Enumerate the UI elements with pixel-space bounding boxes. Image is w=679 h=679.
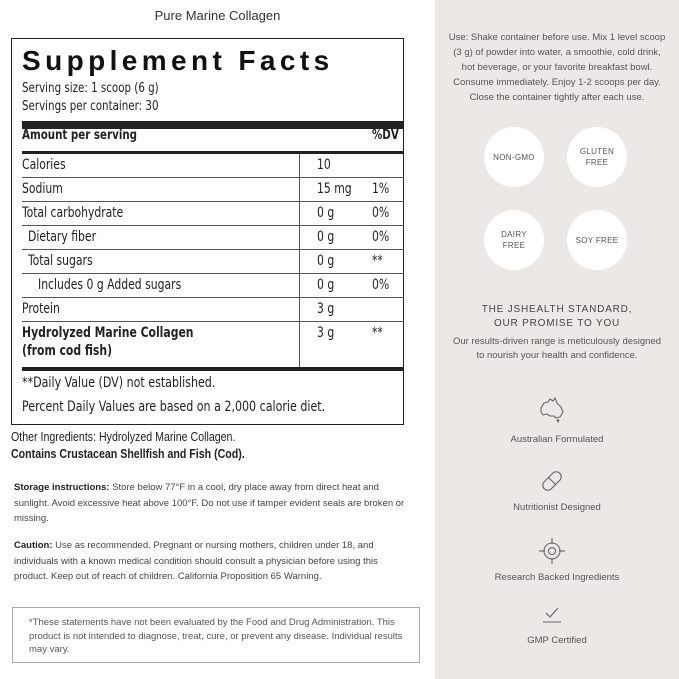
use-instructions: Use: Shake container before use. Mix 1 level scoop (3 g) of powder into water, a smoothie, cold drink, hot beverage, or your favorite breakfast bowl. Consume immediately. Enjoy 1-2 scoops per day. Close the container tightly after each use. xyxy=(448,32,666,103)
nutrient-amount: 15 mg xyxy=(317,181,352,197)
nutrient-amount: 0 g xyxy=(317,205,335,221)
checkmark-certified-icon xyxy=(537,600,567,630)
australia-map-icon xyxy=(537,394,567,424)
feature-label: Australian Formulated xyxy=(510,434,604,445)
nutrient-dv: 0% xyxy=(372,205,390,221)
serving-size: Serving size: 1 scoop (6 g) xyxy=(22,81,159,96)
nutrient-name-source: (from cod fish) xyxy=(22,343,113,359)
capsule-pill-icon xyxy=(537,466,567,496)
dv-header: %DV xyxy=(372,128,399,143)
nutrient-dv: 0% xyxy=(372,277,390,293)
non-gmo-badge: NON-GMO xyxy=(484,127,544,187)
storage-instructions xyxy=(14,480,414,527)
nutrient-dv: 1% xyxy=(372,181,390,197)
nutrient-row xyxy=(22,250,404,274)
other-ingredients: Other Ingredients: Hydrolyzed Marine Collagen. xyxy=(11,430,236,444)
target-crosshair-icon xyxy=(537,536,567,566)
nutrient-amount: 10 xyxy=(317,157,331,173)
caution-text: Use as recommended. Pregnant or nursing mothers, children under 18, and individuals with a known medical condition should consult a physician before using this product. Keep out of reach of children. California Proposition 65 Warning. xyxy=(14,540,378,582)
feature-label: GMP Certified xyxy=(527,635,587,646)
gluten-free-badge: GLUTEN FREE xyxy=(567,127,627,187)
soy-free-badge: SOY FREE xyxy=(567,210,627,270)
feature-label: Research Backed Ingredients xyxy=(494,572,620,583)
nutrient-name: Dietary fiber xyxy=(28,229,97,245)
fda-disclaimer: *These statements have not been evaluated by the Food and Drug Administration. This product is not intended to diagnose, treat, cure, or prevent any disease. Individual results may vary. xyxy=(12,607,420,663)
servings-per-container: Servings per container: 30 xyxy=(22,99,159,114)
nutrient-name: Sodium xyxy=(22,181,63,197)
nutrient-name: Total carbohydrate xyxy=(22,205,124,221)
nutrient-row xyxy=(22,226,404,250)
standard-description: Our results-driven range is meticulously designed to nourish your health and confidence. xyxy=(452,336,662,361)
nutrient-row xyxy=(22,274,404,298)
nutrient-amount: 0 g xyxy=(317,253,335,269)
standard-title-line2: OUR PROMISE TO YOU xyxy=(493,318,621,329)
amount-per-serving-header: Amount per serving xyxy=(22,128,138,143)
facts-heading: Supplement Facts xyxy=(22,45,334,76)
calorie-footnote: Percent Daily Values are based on a 2,000 calorie diet. xyxy=(22,399,326,415)
product-title: Pure Marine Collagen xyxy=(154,8,281,23)
caution-label: Caution: xyxy=(14,540,53,551)
nutrient-row xyxy=(22,154,404,178)
nutrient-name: Total sugars xyxy=(28,253,93,269)
dv-footnote: **Daily Value (DV) not established. xyxy=(22,375,216,391)
dairy-free-badge: DAIRY FREE xyxy=(484,210,544,270)
storage-label: Storage instructions: xyxy=(14,482,110,493)
nutrient-amount: 0 g xyxy=(317,277,335,293)
caution-statement xyxy=(14,538,414,585)
nutrient-row xyxy=(22,202,404,226)
storage-text: Store below 77°F in a cool, dry place away from direct heat and sunlight. Avoid excessive heat above 100°F. Do not use if tamper evident seals are broken or missing. xyxy=(14,482,405,524)
nutrient-amount: 0 g xyxy=(317,229,335,245)
supplement-facts-panel xyxy=(11,38,404,425)
facts-bottom-rule xyxy=(22,367,404,371)
nutrient-amount: 3 g xyxy=(317,325,335,341)
nutrient-row xyxy=(22,322,404,367)
nutrient-amount: 3 g xyxy=(317,301,335,317)
nutrient-name: Includes 0 g Added sugars xyxy=(38,277,182,293)
nutrient-name: Hydrolyzed Marine Collagen xyxy=(22,325,194,341)
nutrient-name: Calories xyxy=(22,157,66,173)
standard-title-line1: THE JSHEALTH STANDARD, xyxy=(481,304,633,315)
feature-label: Nutritionist Designed xyxy=(513,502,601,513)
label-right-panel xyxy=(435,0,679,679)
nutrient-row xyxy=(22,298,404,322)
allergen-statement: Contains Crustacean Shellfish and Fish (Cod). xyxy=(11,447,245,461)
nutrient-dv: ** xyxy=(372,253,383,269)
nutrient-dv: 0% xyxy=(372,229,390,245)
nutrient-dv: ** xyxy=(372,325,383,341)
nutrient-name: Protein xyxy=(22,301,60,317)
nutrient-row xyxy=(22,178,404,202)
